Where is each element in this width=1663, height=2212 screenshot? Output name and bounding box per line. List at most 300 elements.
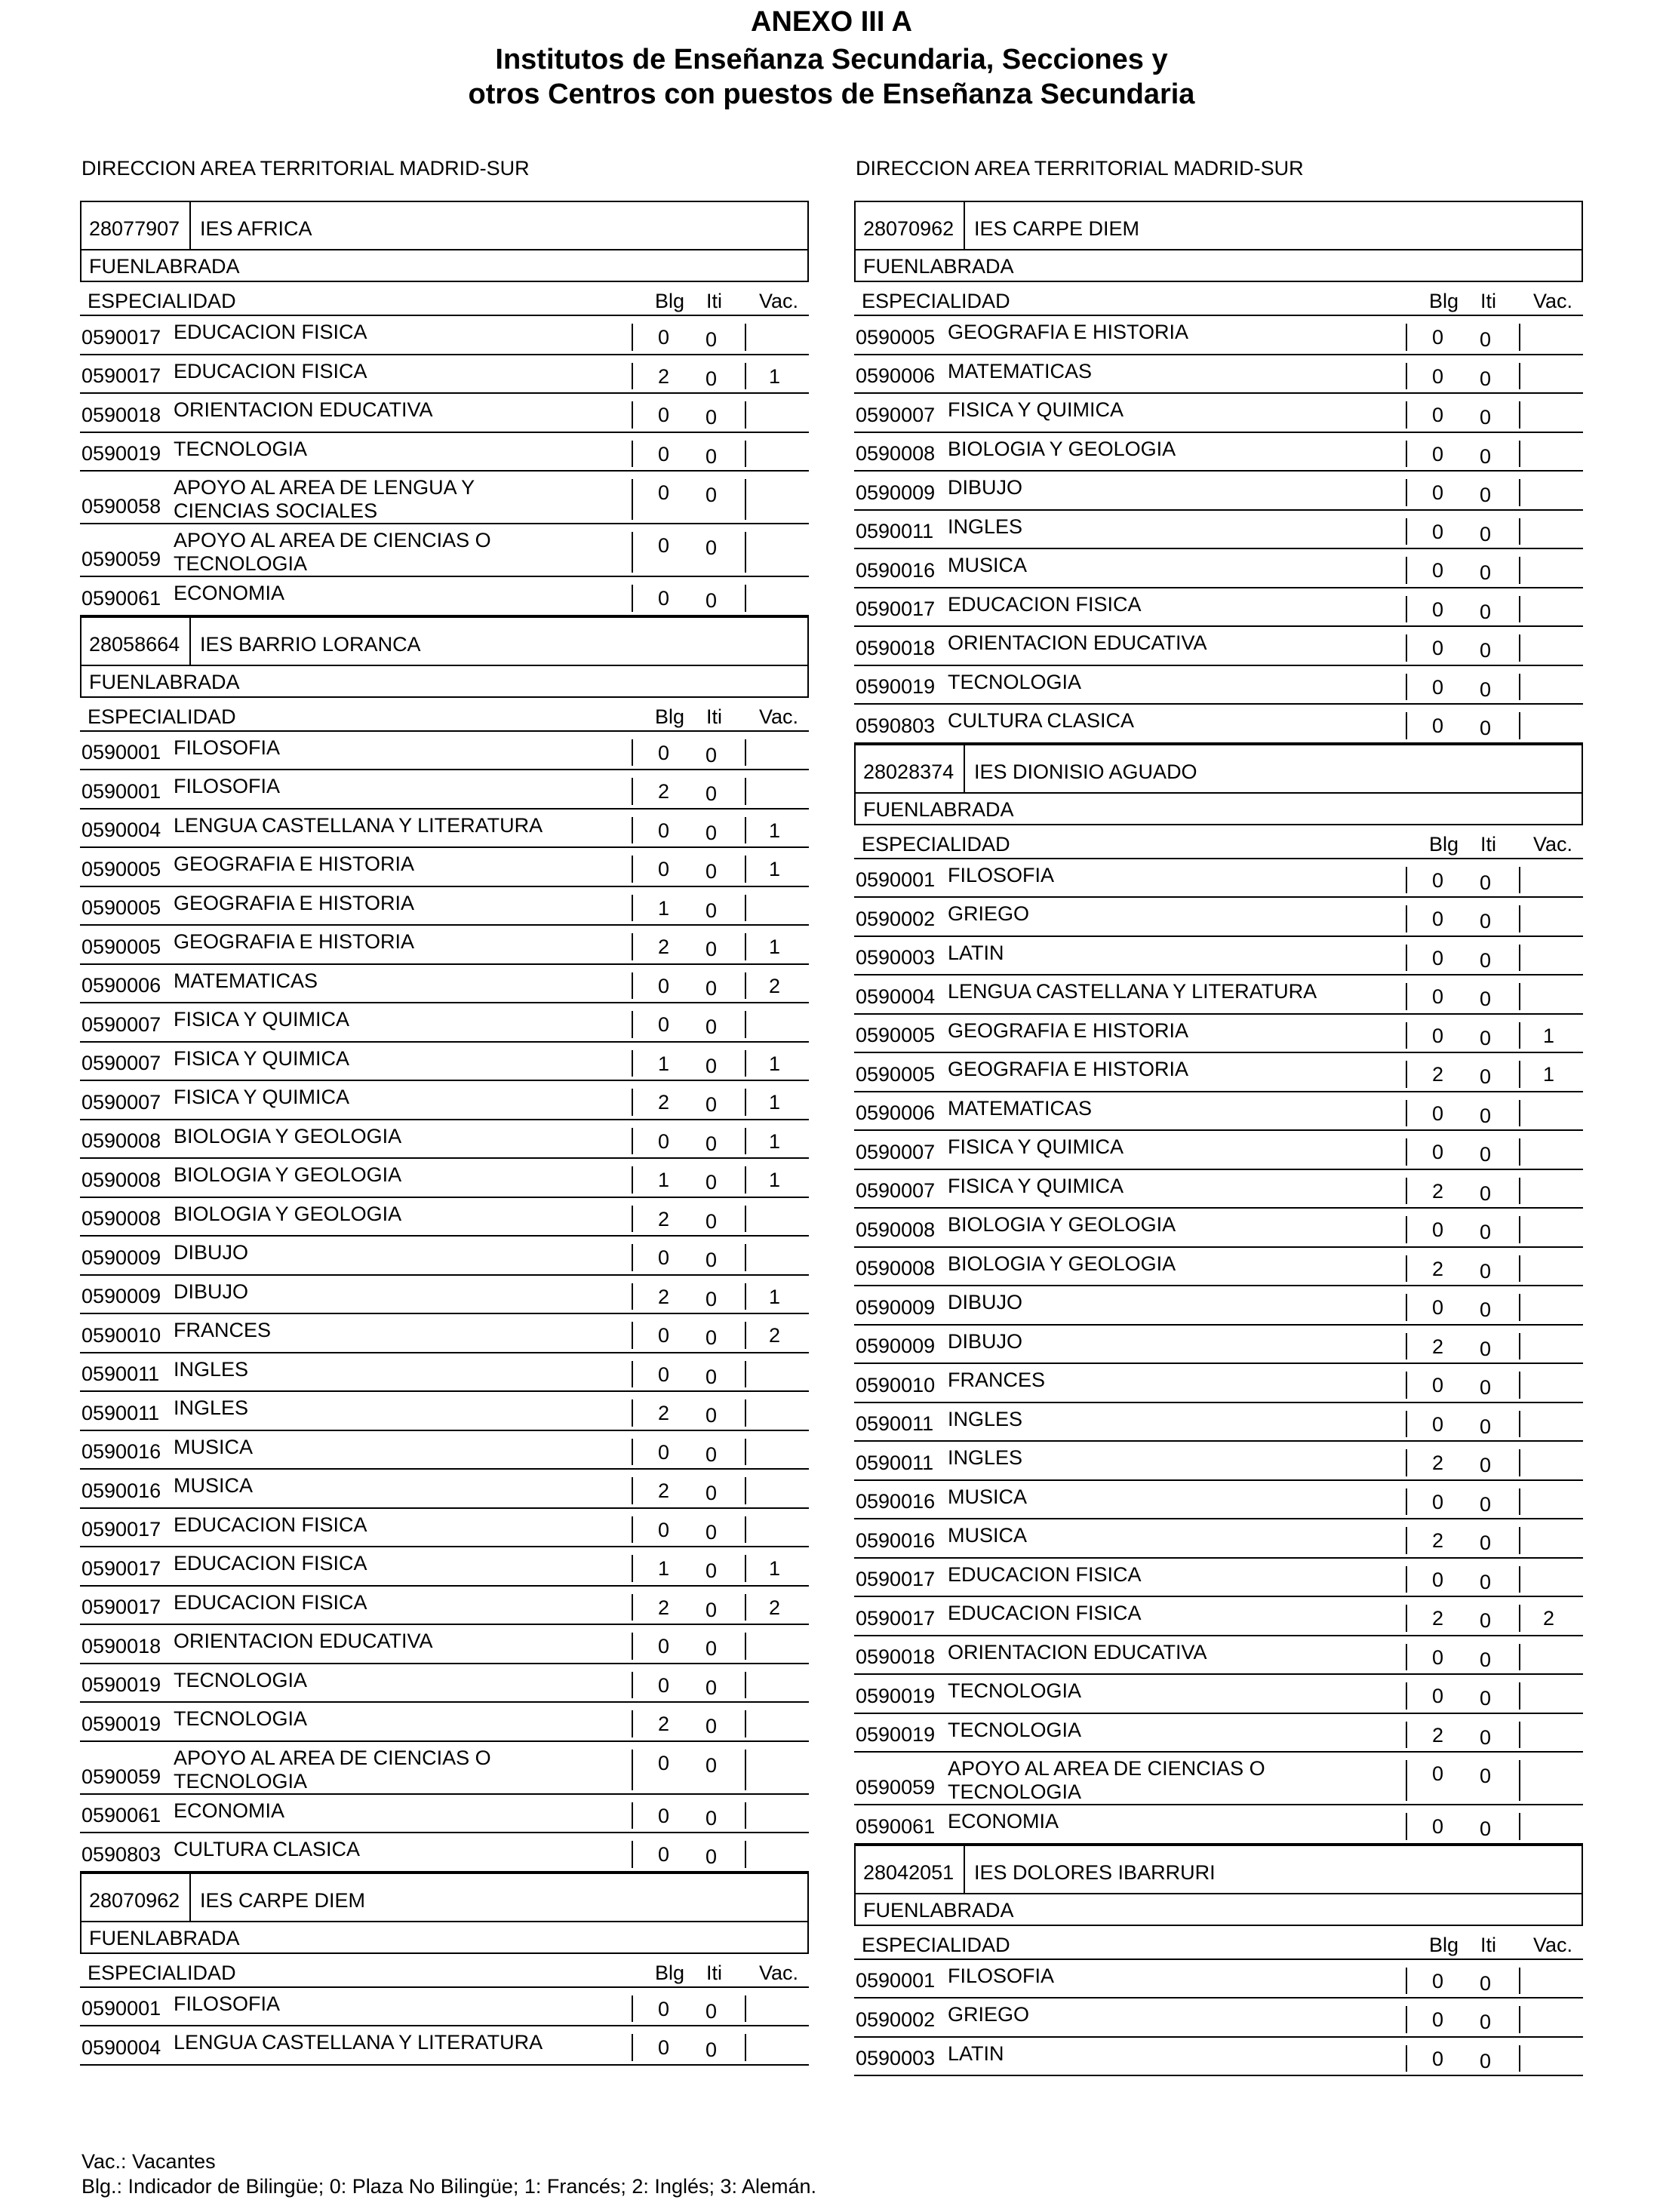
specialty-name-line: EDUCACION FISICA [174,1590,367,1614]
specialty-name-line: GRIEGO [948,902,1030,925]
specialty-name-line: TECNOLOGIA [948,1718,1082,1741]
specialty-name [948,1330,1385,1353]
blg-cell-divider [1406,1022,1407,1049]
blg-value: 0 [1432,1685,1444,1707]
specialty-name-line: LENGUA CASTELLANA Y LITERATURA [174,2031,543,2054]
specialty-code: 0590019 [856,1684,936,1707]
blg-value: 0 [658,1518,670,1541]
table-row [80,433,809,472]
blg-cell-divider [1406,1488,1407,1516]
blg-value: 0 [658,326,670,349]
specialty-name-line: LENGUA CASTELLANA Y LITERATURA [948,980,1317,1003]
specialty-column-headers [854,282,1583,316]
vac-cell-divider [745,401,746,429]
specialty-name [948,1446,1385,1470]
table-row [80,1625,809,1664]
especialidad-header: ESPECIALIDAD [862,290,1010,312]
blg-cell-divider [1406,479,1407,506]
blg-value: 0 [658,819,670,842]
specialty-name-line: INGLES [948,515,1023,538]
vac-cell-divider [1519,1527,1520,1554]
table-row [854,1015,1583,1054]
vac-cell-divider [1519,363,1520,390]
iti-value: 0 [1480,1532,1492,1554]
blg-value: 0 [1432,868,1444,892]
specialty-name-line: FILOSOFIA [948,863,1055,886]
center-block [80,616,809,1873]
specialty-code: 0590002 [856,907,936,930]
specialty-name [948,438,1385,461]
vac-cell-divider [1519,1216,1520,1243]
table-row [854,1248,1583,1287]
iti-value: 0 [1480,1570,1492,1593]
specialty-name [948,1719,1385,1742]
blg-value: 0 [1432,326,1444,349]
specialty-code: 0590011 [81,1363,160,1385]
specialty-name [174,398,611,422]
center-header-divider [964,202,965,249]
especialidad-header: ESPECIALIDAD [862,1933,1010,1956]
iti-value: 0 [705,1559,718,1582]
vac-value: 1 [769,1557,781,1580]
blg-value: 0 [1432,520,1444,543]
iti-value: 0 [705,938,718,960]
blg-cell-divider [1406,1411,1407,1438]
specialty-name [174,853,611,876]
table-row [854,1286,1583,1326]
iti-value: 0 [1480,1971,1492,1995]
blg-cell-divider [632,1672,633,1699]
specialty-name [948,631,1385,655]
blg-cell-divider [1406,1682,1407,1710]
blg-value: 0 [658,442,670,465]
specialty-column-headers [80,698,809,732]
specialty-name [948,1369,1385,1392]
blg-value: 2 [1432,1607,1444,1630]
center-block [80,201,809,616]
vac-cell-divider [745,817,746,844]
center-header [80,1873,809,1922]
vac-cell-divider [1519,1178,1520,1205]
specialty-name [948,902,1385,926]
blg-value: 2 [658,935,670,958]
vac-cell-divider [745,933,746,960]
iti-header: Iti [706,290,723,312]
vac-cell-divider [1519,1760,1520,1801]
specialty-name-line: DIBUJO [948,1329,1023,1353]
specialty-code: 0590003 [856,946,936,969]
specialty-name [174,969,611,993]
vac-cell-divider [1519,1488,1520,1516]
blg-cell-divider [632,1555,633,1582]
specialty-code: 0590005 [856,325,936,349]
blg-value: 0 [1432,364,1444,388]
iti-value: 0 [1480,2011,1492,2033]
vac-cell-divider [745,778,746,805]
vac-cell-divider [1519,945,1520,972]
blg-value: 0 [658,974,670,997]
specialty-name [948,1291,1385,1314]
blg-value: 2 [658,1596,670,1619]
vac-cell-divider [745,532,746,573]
specialty-code: 0590019 [81,1712,161,1735]
table-row [854,472,1583,511]
specialty-name [174,814,611,837]
iti-value: 0 [705,444,718,468]
specialty-code: 0590016 [856,1490,936,1513]
specialty-name-line: FILOSOFIA [174,775,281,797]
vac-cell-divider [745,1011,746,1038]
blg-cell-divider [1406,1813,1407,1840]
specialty-name-line: CULTURA CLASICA [174,1838,361,1860]
blg-value: 2 [658,1207,670,1230]
specialty-name [948,1485,1385,1509]
table-row [854,975,1583,1015]
specialty-code: 0590017 [81,1518,161,1541]
specialty-name-line: BIOLOGIA Y GEOLOGIA [948,1213,1176,1236]
especialidad-header: ESPECIALIDAD [862,832,1010,856]
blg-cell-divider [632,1516,633,1544]
iti-value: 0 [1480,717,1492,739]
blg-cell-divider [632,401,633,429]
vac-value: 1 [769,364,781,388]
center-name: IES DIONISIO AGUADO [974,760,1197,783]
specialty-code: 0590018 [81,403,161,426]
right-column [854,201,1585,2076]
iti-value: 0 [705,1326,718,1349]
iti-header: Iti [1480,832,1497,856]
blg-value: 0 [1432,2047,1444,2070]
specialty-code: 0590011 [856,520,934,542]
specialty-code: 0590007 [81,1090,161,1114]
blg-cell-divider [632,1361,633,1388]
blg-cell-divider [1406,634,1407,662]
specialty-name [174,1707,611,1731]
blg-cell-divider [632,1633,633,1660]
table-row [80,926,809,965]
blg-value: 0 [1432,1815,1444,1838]
specialty-name-line-2: TECNOLOGIA [174,1769,308,1793]
specialty-code: 0590010 [856,1373,936,1396]
blg-cell-divider [632,1399,633,1427]
vac-cell-divider [1519,1566,1520,1593]
vac-cell-divider [745,1166,746,1194]
vac-cell-divider [745,1244,746,1271]
iti-value: 0 [1480,677,1492,701]
specialty-name-line: DIBUJO [948,1291,1023,1313]
table-row [854,549,1583,588]
blg-value: 0 [1432,908,1444,930]
table-row [80,1043,809,1082]
specialty-name-line: INGLES [948,1407,1023,1430]
table-row [80,1703,809,1742]
vac-cell-divider [745,1283,746,1310]
specialty-column-headers [80,282,809,316]
specialty-name [948,942,1385,965]
blg-value: 2 [658,1091,670,1114]
iti-value: 0 [705,1598,718,1621]
specialty-code: 0590005 [856,1062,936,1086]
blg-cell-divider [1406,867,1407,894]
specialty-name [948,1641,1385,1664]
table-row [80,394,809,433]
vac-value: 1 [769,1169,781,1191]
iti-value: 0 [1480,1026,1492,1049]
specialty-code: 0590019 [81,442,161,465]
specialty-name-line: FISICA Y QUIMICA [174,1046,350,1070]
vac-cell-divider [745,1750,746,1790]
blg-cell-divider [1406,401,1407,429]
table-row [854,1998,1583,2038]
specialty-name-line: EDUCACION FISICA [948,1602,1142,1624]
vac-cell-divider [745,479,746,520]
blg-value: 2 [658,780,670,803]
vac-cell-divider [745,1802,746,1830]
blg-cell-divider [1406,1333,1407,1360]
iti-value: 0 [705,1753,718,1777]
vac-cell-divider [745,441,746,468]
blg-cell-divider [632,933,633,960]
specialty-code: 0590008 [856,442,936,465]
table-row [854,1714,1583,1753]
vac-cell-divider [745,1555,746,1582]
specialty-code: 0590011 [856,1412,934,1435]
specialty-code: 0590058 [81,495,161,518]
center-town: FUENLABRADA [854,1894,1583,1926]
center-header [80,616,809,666]
vac-value: 2 [769,974,781,997]
specialty-name [948,1058,1385,1081]
specialty-code: 0590004 [81,2035,161,2059]
table-row [854,588,1583,628]
blg-value: 2 [1432,1452,1444,1474]
iti-value: 0 [705,1715,718,1737]
table-row [854,1675,1583,1714]
vac-cell-divider [1519,324,1520,351]
specialty-name [948,1019,1385,1043]
blg-value: 2 [658,1479,670,1502]
iti-value: 0 [705,1999,718,2023]
center-town: FUENLABRADA [80,250,809,282]
vac-value: 1 [769,819,781,842]
blg-value: 0 [1432,1568,1444,1591]
table-row [80,1988,809,2027]
center-block [854,1845,1583,2077]
blg-cell-divider [632,585,633,612]
specialty-name [948,321,1385,344]
specialty-name [948,1965,1385,1988]
specialty-name [948,1679,1385,1703]
specialty-code: 0590017 [81,364,161,387]
blg-value: 0 [658,1363,670,1386]
specialty-code: 0590007 [856,403,936,426]
table-row [80,1392,809,1431]
table-row [80,1120,809,1160]
table-row [80,1081,809,1120]
specialty-name [174,775,611,798]
vac-header: Vac. [759,705,799,728]
blg-cell-divider [1406,2045,1407,2072]
vac-cell-divider [745,1050,746,1077]
vac-value: 1 [769,1285,781,1308]
specialty-code: 0590007 [856,1140,936,1163]
iti-value: 0 [705,484,718,506]
blg-value: 2 [658,1713,670,1735]
specialty-code: 0590001 [81,779,161,803]
iti-value: 0 [705,782,718,805]
vac-cell-divider [745,1089,746,1116]
center-code: 28028374 [863,760,954,783]
blg-cell-divider [1406,596,1407,623]
blg-value: 2 [658,1285,670,1308]
iti-value: 0 [1480,1337,1492,1360]
table-row [854,1209,1583,1248]
specialty-code: 0590002 [856,2008,936,2031]
specialty-code: 0590061 [856,1814,936,1838]
iti-value: 0 [705,1209,718,1233]
vac-cell-divider [1519,441,1520,468]
vac-cell-divider [1519,1813,1520,1840]
blg-value: 0 [658,404,670,426]
blg-cell-divider [1406,1178,1407,1205]
blg-cell-divider [632,479,633,520]
specialty-code: 0590001 [856,868,936,891]
blg-cell-divider [632,1439,633,1466]
iti-value: 0 [1480,871,1492,894]
blg-cell-divider [632,1841,633,1868]
table-row [854,316,1583,355]
table-row [80,1003,809,1043]
iti-value: 0 [1480,1454,1492,1476]
specialty-name [174,321,611,344]
specialty-code: 0590006 [81,974,161,997]
blg-cell-divider [632,363,633,390]
iti-value: 0 [705,1845,718,1868]
blg-cell-divider [632,1802,633,1830]
specialty-name [174,1396,611,1420]
specialty-name [174,529,611,576]
specialty-name-line: DIBUJO [174,1280,249,1303]
blg-value: 0 [1432,1218,1444,1241]
blg-cell-divider [632,1089,633,1116]
specialty-name-line: MUSICA [948,1485,1028,1508]
specialty-code: 0590001 [81,1997,161,2020]
center-town: FUENLABRADA [854,250,1583,282]
specialty-name-line: GEOGRAFIA E HISTORIA [174,891,415,914]
table-row [80,732,809,771]
blg-cell-divider [1406,518,1407,545]
vac-cell-divider [1519,557,1520,584]
vac-cell-divider [745,1995,746,2023]
specialty-code: 0590008 [81,1207,161,1230]
vac-cell-divider [1519,596,1520,623]
specialty-code: 0590007 [856,1179,936,1202]
specialty-name [174,1163,611,1187]
blg-cell-divider [1406,1760,1407,1801]
center-code: 28042051 [863,1860,954,1884]
specialty-name-line: FRANCES [948,1369,1046,1391]
specialty-name [948,1175,1385,1198]
center-block [80,1873,809,2066]
specialty-name [948,1810,1385,1833]
center-name: IES CARPE DIEM [974,217,1140,240]
vac-cell-divider [1519,518,1520,545]
blg-cell-divider [632,2034,633,2061]
vac-cell-divider [745,1633,746,1660]
specialty-code: 0590017 [81,1596,161,1618]
specialty-code: 0590017 [81,1556,161,1580]
iti-value: 0 [705,406,718,429]
specialty-name-line: TECNOLOGIA [174,1707,308,1730]
direction-label-left: DIRECCION AREA TERRITORIAL MADRID-SUR [81,157,530,180]
specialty-code: 0590007 [81,1052,161,1074]
blg-value: 0 [1432,1969,1444,1992]
vac-value: 2 [769,1324,781,1347]
blg-cell-divider [632,1244,633,1271]
vac-value: 1 [769,1052,781,1075]
blg-cell-divider [1406,441,1407,468]
especialidad-header: ESPECIALIDAD [88,290,236,312]
center-header-divider [964,745,965,792]
specialty-name-line: DIBUJO [948,476,1023,499]
iti-value: 0 [705,1132,718,1155]
iti-value: 0 [705,1520,718,1544]
table-row [80,524,809,577]
specialty-name-line-2: CIENCIAS SOCIALES [174,499,378,522]
table-row [854,1053,1583,1092]
specialty-code: 0590059 [856,1776,936,1799]
specialty-name-line-2: TECNOLOGIA [174,552,308,575]
center-code: 28070962 [863,217,954,240]
vac-cell-divider [745,856,746,883]
annex-subtitle-1: Institutos de Enseñanza Secundaria, Secciones y [495,44,1168,75]
iti-value: 0 [1480,988,1492,1010]
center-name: IES AFRICA [200,217,312,240]
blg-value: 0 [658,1324,670,1347]
vac-cell-divider [1519,712,1520,739]
specialty-name-line: MUSICA [174,1435,254,1458]
iti-value: 0 [1480,1765,1492,1787]
specialty-name-line: BIOLOGIA Y GEOLOGIA [948,1252,1176,1275]
specialty-code: 0590803 [856,714,936,737]
blg-cell-divider [1406,1449,1407,1476]
iti-value: 0 [1480,948,1492,972]
iti-value: 0 [705,1015,718,1038]
blg-value: 0 [1432,1296,1444,1319]
iti-value: 0 [1480,484,1492,506]
blg-value: 0 [1432,1645,1444,1669]
specialty-code: 0590005 [81,857,161,880]
specialty-code: 0590006 [856,364,936,387]
specialty-name [174,1474,611,1498]
specialty-name-line: ECONOMIA [948,1810,1059,1833]
center-header [854,1845,1583,1894]
iti-header: Iti [706,705,723,728]
table-row [80,577,809,616]
annex-subtitle-2: otros Centros con puestos de Enseñanza Secundaria [468,78,1195,110]
specialty-name-line: MUSICA [174,1474,254,1497]
specialty-name-line: ORIENTACION EDUCATIVA [174,1630,433,1652]
specialty-name-line: MUSICA [948,554,1028,576]
vac-cell-divider [745,324,746,351]
vac-cell-divider [1519,674,1520,701]
specialty-name-line: ORIENTACION EDUCATIVA [948,631,1207,654]
table-row [80,1833,809,1873]
vac-cell-divider [1519,1333,1520,1360]
iti-value: 0 [705,1806,718,1830]
blg-value: 2 [658,364,670,388]
vac-cell-divider [1519,1255,1520,1283]
